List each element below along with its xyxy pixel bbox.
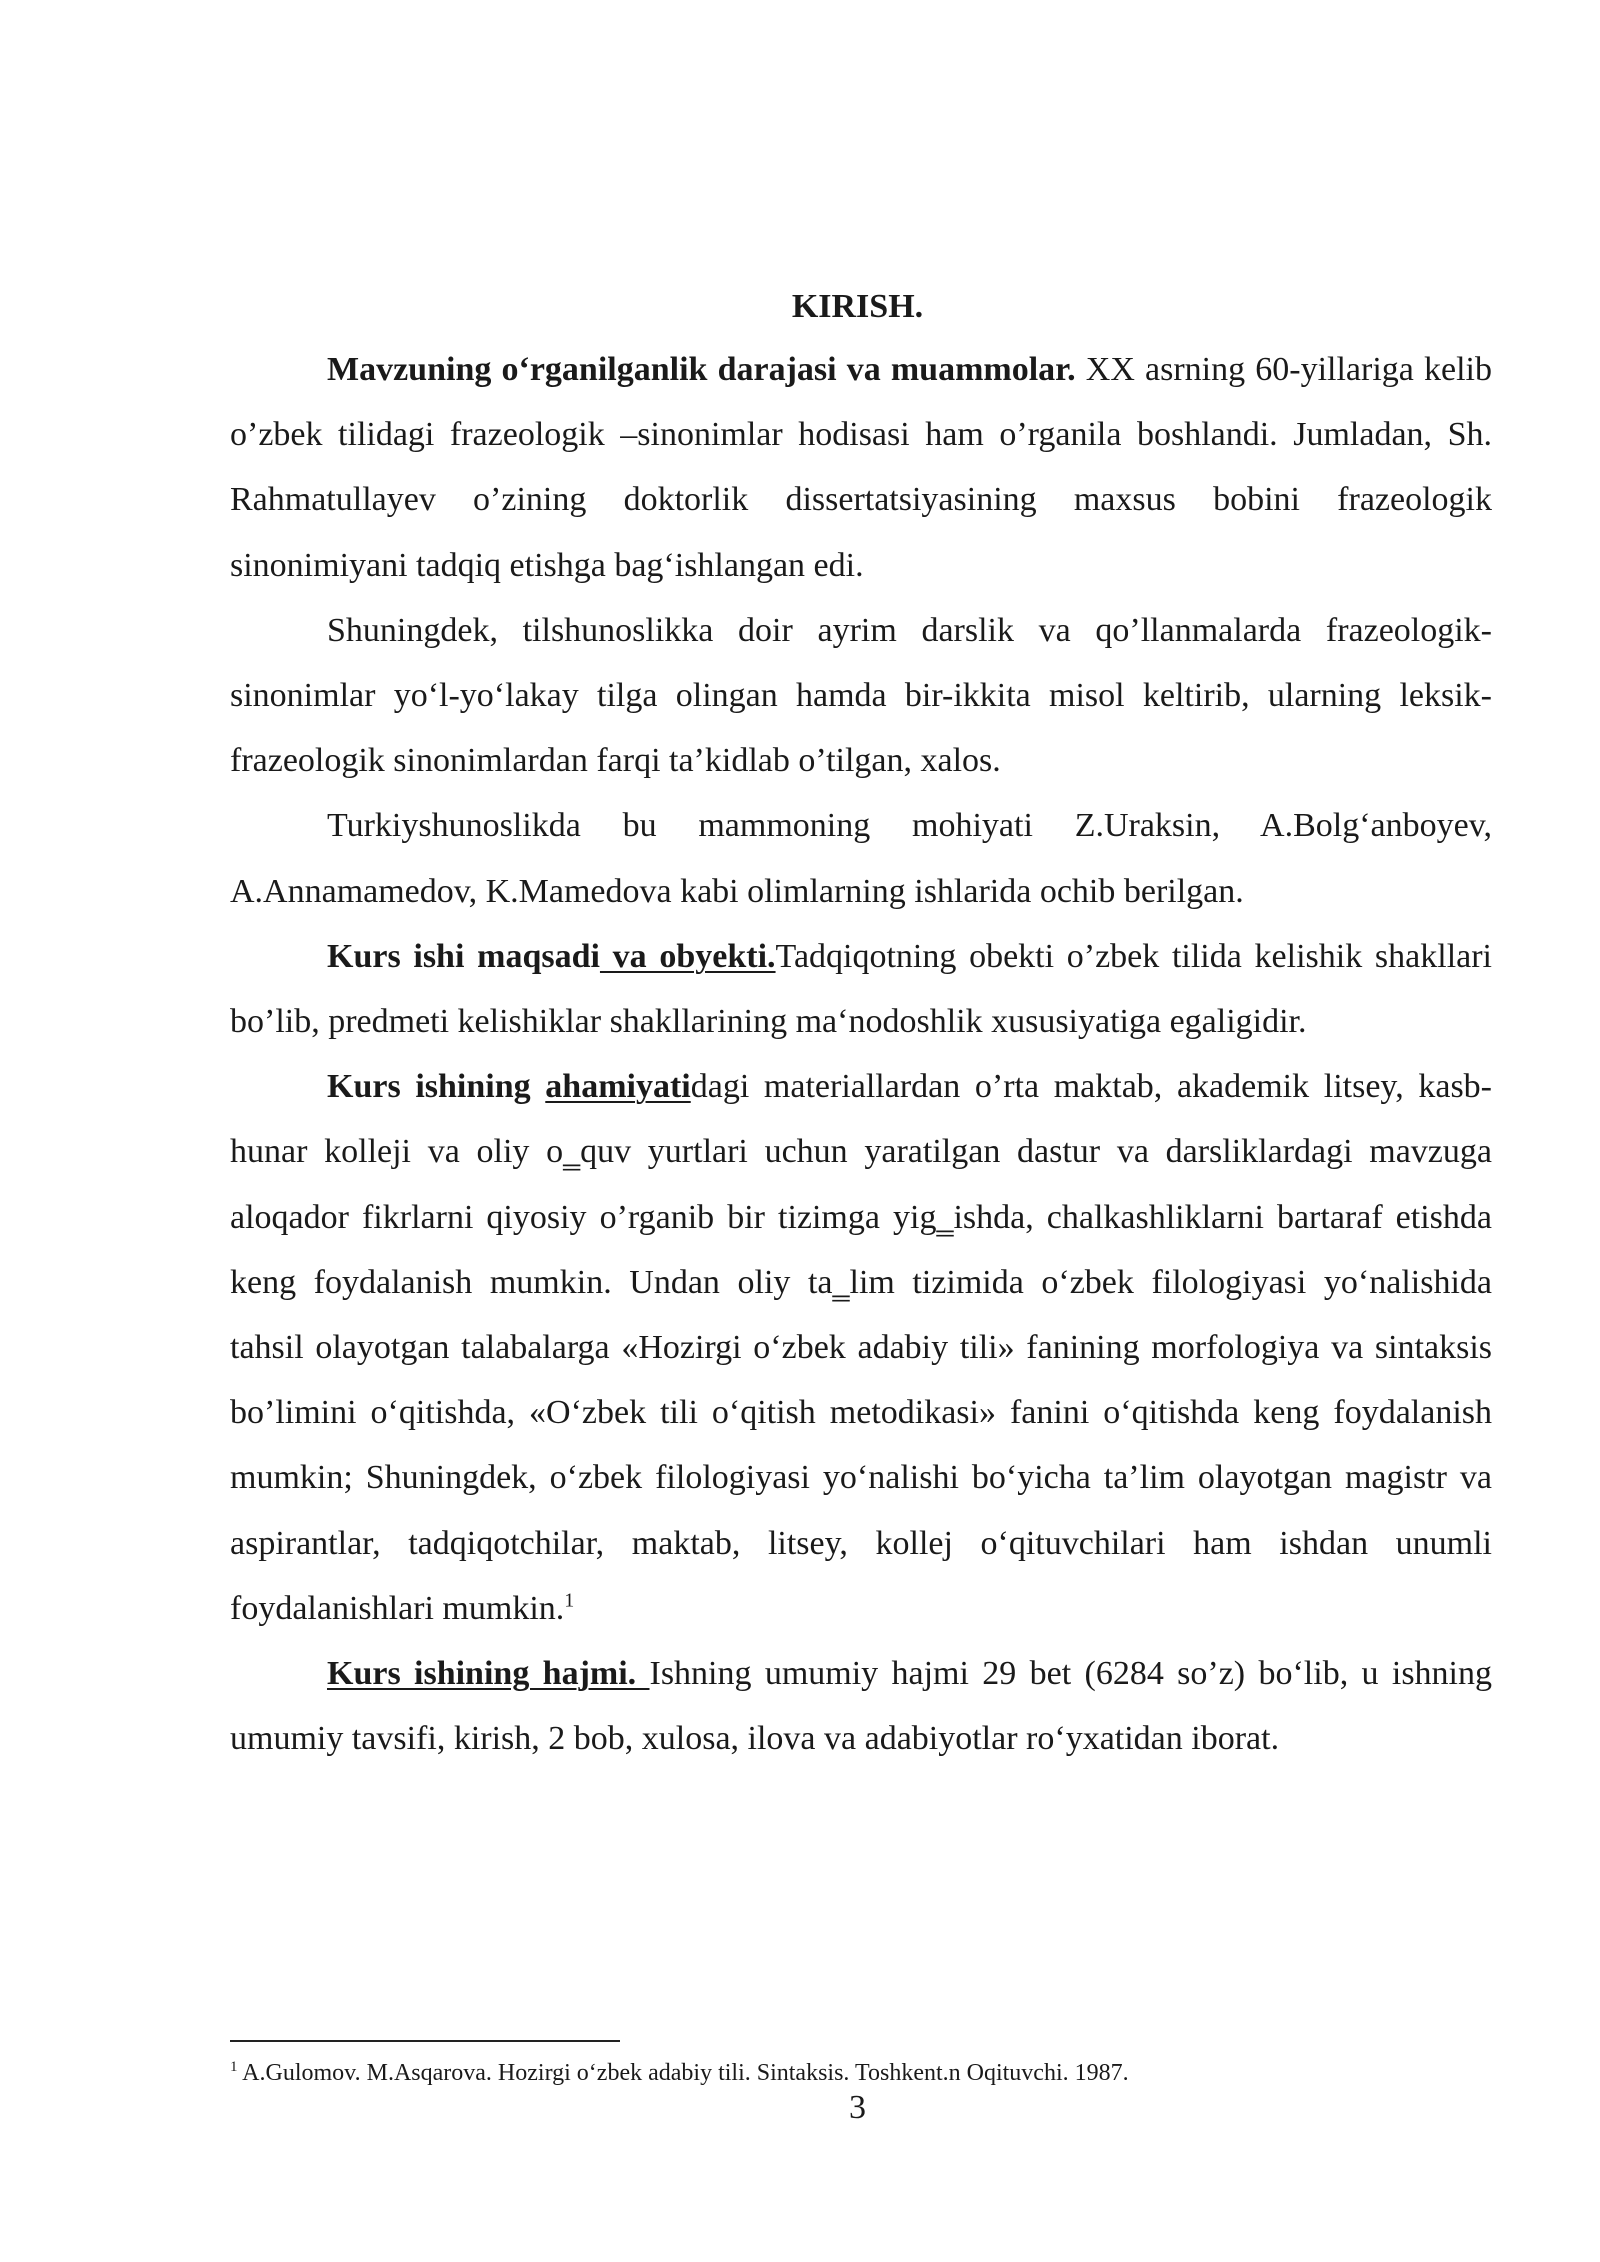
paragraph-text: Shuningdek, tilshunoslikka doir ayrim darslik va qo’llanmalarda frazeologik-sinonimlar yo‘l-yo‘lakay tilga olingan hamda bir-ikkita misol keltirib, ularning leksik-frazeologik sinonimlardan farqi ta’kidlab o’tilgan, xalos.	[230, 611, 1492, 780]
paragraph-research-degree	[230, 337, 1492, 598]
footnote	[230, 2058, 1492, 2088]
paragraph-text: Ishning umumiy hajmi 29 bet (6284 so’z) bo‘lib, u ishning umumiy tavsifi, kirish, 2 bob, xulosa, ilova va adabiyotlar ro‘yxatidan iborat.	[230, 1655, 1492, 1758]
heading-plain: Kurs ishining	[327, 1068, 546, 1106]
footnote-separator	[230, 2040, 620, 2042]
heading-underlined: va obyekti.	[599, 937, 776, 975]
paragraph-volume	[230, 1641, 1492, 1771]
paragraph-significance	[230, 1054, 1492, 1641]
page-number: 3	[849, 2089, 866, 2126]
paragraph-text: Tadqiqotning obekti o’zbek tilida kelishik shakllari bo’lib, predmeti kelishiklar shakllarining ma‘nodoshlik xususiyatiga egaligidir.	[230, 937, 1492, 1041]
paragraph-text: Turkiyshunoslikda bu mammoning mohiyati Z.Uraksin, A.Bolg‘anboyev, A.Annamamedov, K.Mamedova kabi olimlarning ishlarida ochib berilgan.	[230, 807, 1492, 910]
paragraph-turkology	[230, 793, 1492, 923]
section-title: KIRISH.	[791, 288, 924, 325]
paragraph-heading	[327, 1068, 691, 1105]
footnote-number: 1	[230, 2059, 238, 2075]
footnote-reference[interactable]: 1	[564, 1589, 575, 1612]
paragraph-heading	[327, 938, 776, 975]
paragraph-text: XX asrning 60-yillariga kelib o’zbek tilidagi frazeologik –sinonimlar hodisasi ham o’rganila boshlandi. Jumladan, Sh. Rahmatullayev o’zining doktorlik dissertatsiyasining maxsus bobini frazeologik sinonimiyani tadqiq etishga bag‘ishlangan edi.	[230, 351, 1492, 584]
heading-underlined: ahamiyati	[545, 1068, 691, 1106]
paragraph-heading: Mavzuning o‘rganilganlik darajasi va muammolar.	[327, 351, 1076, 388]
paragraph-text: dagi materiallardan o’rta maktab, akademik litsey, kasb-hunar kolleji va oliy o‗quv yurtlari uchun yaratilgan dastur va darsliklardagi mavzuga aloqador fikrlarni qiyosiy o’rganib bir tizimga yig‗ishda, chalkashliklarni bartaraf etishda keng foydalanish mumkin. Undan oliy ta‗lim tizimida o‘zbek filologiyasi yo‘nalishida tahsil olayotgan talabalarga «Hozirgi o‘zbek adabiy tili» fanining morfologiya va sintaksis bo’limini o‘qitishda, «O‘zbek tili o‘qitish metodikasi» fanini o‘qitishda keng foydalanish mumkin; Shuningdek, o‘zbek filologiyasi yo‘nalishi bo‘yicha ta’lim olayotgan magistr va aspirantlar, tadqiqotchilar, maktab, litsey, kollej o‘qituvchilari ham ishdan unumli foydalanishlari mumkin.	[230, 1068, 1492, 1627]
paragraph-textbooks	[230, 598, 1492, 794]
footnote-text: A.Gulomov. M.Asqarova. Hozirgi o‘zbek adabiy tili. Sintaksis. Toshkent.n Oqituvchi. 1987.	[237, 2060, 1129, 2086]
heading-plain: Kurs ishi maqsadi	[327, 937, 600, 975]
paragraph-heading: Kurs ishining hajmi.	[327, 1655, 650, 1693]
paragraph-goal-object	[230, 924, 1492, 1054]
document-body	[230, 337, 1492, 1771]
